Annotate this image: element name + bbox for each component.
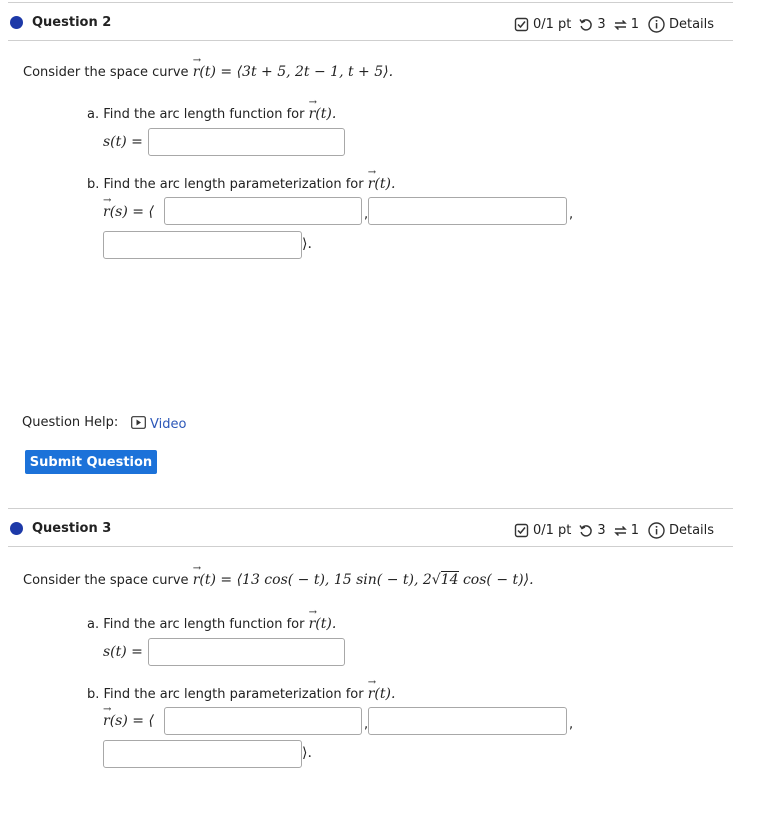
question-3-part-b bbox=[87, 686, 395, 702]
video-play-icon bbox=[131, 416, 146, 433]
info-icon[interactable] bbox=[648, 522, 665, 539]
r-vector-symbol: → r bbox=[368, 686, 375, 702]
question-3-meta bbox=[514, 522, 714, 539]
closing-bracket: ⟩. bbox=[302, 745, 312, 761]
video-help-link[interactable] bbox=[131, 416, 186, 433]
question-3-prompt: Consider the space curve → r(t) = ⟨13 cos( − t), 15 sin( − t), 2√14 cos( − t)⟩. bbox=[23, 572, 534, 588]
score-checkbox-icon bbox=[514, 17, 529, 32]
part-b-suffix: (t). bbox=[374, 176, 396, 192]
attempts-count: 1 bbox=[630, 523, 639, 538]
question-3-part-a bbox=[87, 616, 336, 632]
param-y-input[interactable] bbox=[368, 707, 567, 735]
score-text: 0/1 pt bbox=[533, 17, 572, 32]
parameterization-label bbox=[103, 204, 154, 220]
retry-icon bbox=[579, 18, 593, 32]
curve-definition: (t) = ⟨3t + 5, 2t − 1, t + 5⟩. bbox=[199, 64, 394, 80]
question-2-header-divider bbox=[8, 40, 733, 41]
r-vector-symbol: → r bbox=[309, 616, 316, 632]
question-3-status-dot bbox=[10, 522, 23, 535]
part-b-text: b. Find the arc length parameterization for bbox=[87, 177, 368, 192]
question-2-status-dot bbox=[10, 16, 23, 29]
info-icon[interactable] bbox=[648, 16, 665, 33]
comma: , bbox=[364, 717, 369, 732]
retries-count: 3 bbox=[597, 17, 606, 32]
question-help bbox=[22, 415, 118, 430]
arc-length-label: s(t) = bbox=[103, 644, 143, 660]
sqrt-value: 14 bbox=[440, 572, 459, 588]
param-z-input[interactable] bbox=[103, 740, 302, 768]
score-text: 0/1 pt bbox=[533, 523, 572, 538]
rs-label: (s) = ⟨ bbox=[109, 204, 154, 220]
question-2-part-b bbox=[87, 176, 395, 192]
param-x-input[interactable] bbox=[164, 707, 362, 735]
question-2-title: Question 2 bbox=[32, 15, 112, 30]
r-vector-symbol: → r bbox=[103, 713, 110, 729]
arc-length-input[interactable] bbox=[148, 638, 345, 666]
r-vector-symbol: → r bbox=[103, 204, 110, 220]
part-a-suffix: (t). bbox=[315, 616, 337, 632]
submit-question-button[interactable]: Submit Question bbox=[25, 450, 157, 474]
arc-length-label: s(t) = bbox=[103, 134, 143, 150]
question-3-title: Question 3 bbox=[32, 521, 112, 536]
part-a-text: a. Find the arc length function for bbox=[87, 107, 309, 122]
part-a-suffix: (t). bbox=[315, 106, 337, 122]
curve-definition-part-2: cos( − t)⟩. bbox=[458, 572, 534, 588]
attempts-icon bbox=[613, 18, 628, 32]
rs-label: (s) = ⟨ bbox=[109, 713, 154, 729]
r-vector-symbol: → r bbox=[309, 106, 316, 122]
r-vector-symbol: → r bbox=[368, 176, 375, 192]
top-divider bbox=[8, 2, 733, 3]
part-a-text: a. Find the arc length function for bbox=[87, 617, 309, 632]
question-3-header-divider bbox=[8, 546, 733, 547]
question-2-meta bbox=[514, 16, 714, 33]
prompt-prefix: Consider the space curve bbox=[23, 65, 193, 80]
comma: , bbox=[569, 717, 574, 732]
question-help-label: Question Help: bbox=[22, 415, 119, 430]
details-link[interactable]: Details bbox=[668, 523, 715, 538]
question-3-top-divider bbox=[8, 508, 733, 509]
comma: , bbox=[569, 207, 574, 222]
retry-icon bbox=[579, 524, 593, 538]
details-link[interactable]: Details bbox=[668, 17, 715, 32]
arc-length-input[interactable] bbox=[148, 128, 345, 156]
part-b-text: b. Find the arc length parameterization for bbox=[87, 687, 368, 702]
comma: , bbox=[364, 207, 369, 222]
prompt-prefix: Consider the space curve bbox=[23, 573, 193, 588]
parameterization-label bbox=[103, 713, 154, 729]
attempts-count: 1 bbox=[630, 17, 639, 32]
part-b-suffix: (t). bbox=[374, 686, 396, 702]
r-vector-symbol: → r bbox=[193, 64, 200, 80]
video-link-text[interactable]: Video bbox=[150, 417, 187, 432]
retries-count: 3 bbox=[597, 523, 606, 538]
param-x-input[interactable] bbox=[164, 197, 362, 225]
question-2-prompt bbox=[23, 64, 393, 80]
attempts-icon bbox=[613, 524, 628, 538]
closing-bracket: ⟩. bbox=[302, 236, 312, 252]
param-y-input[interactable] bbox=[368, 197, 567, 225]
score-checkbox-icon bbox=[514, 523, 529, 538]
r-vector-symbol: → r bbox=[193, 572, 200, 588]
question-2-part-a bbox=[87, 106, 336, 122]
param-z-input[interactable] bbox=[103, 231, 302, 259]
curve-definition-part-1: (t) = ⟨13 cos( − t), 15 sin( − t), 2 bbox=[199, 572, 432, 588]
